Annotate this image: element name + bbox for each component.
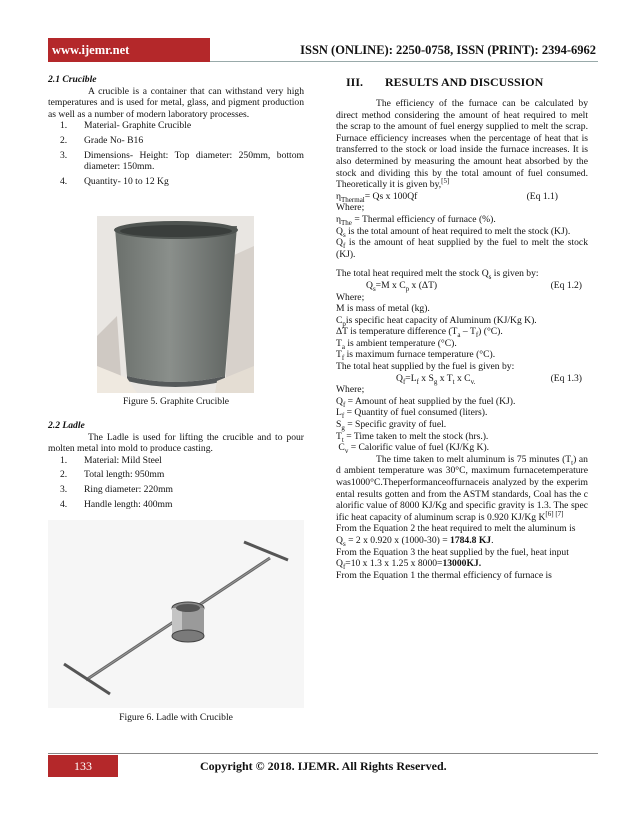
list-item: 2. Total length: 950mm xyxy=(60,469,165,481)
footer-rule xyxy=(48,753,598,754)
dt-definition: ΔT is temperature difference $(T_a - T_f)$ (°C). xyxy=(336,326,503,340)
cp-definition: $C_pis$ specific heat capacity of Aluminum (KJ/Kg K). xyxy=(336,314,537,328)
graphite-crucible-photo xyxy=(97,216,254,393)
equation-1-text: From the Equation 1 the thermal efficiency of furnace is xyxy=(336,569,552,581)
total-heat-line: The total heat required melt the stock $Q_s$ is given by: xyxy=(336,268,539,282)
results-intro: The efficiency of the furnace can be calculated by direct method considering the amount of heat required to melt the scrap to the amount of fuel energy supplied to melt the scrap. Furnace efficiency increases when the percentage of heat that is transferred to the stock or load inside the furnace increases. It is also determined by measuring the amount heat absorbed by the stock and dividing this by the total amount of fuel consumed. Theoretically it is given by,[5] xyxy=(336,98,588,191)
ladle-spec-list xyxy=(48,455,304,510)
ladle-with-crucible-drawing xyxy=(48,520,304,708)
equation-2-text: From the Equation 2 the heat required to melt the aluminum is xyxy=(336,523,576,535)
qf-definition: $Q_f$ is the amount of heat supplied by the fuel to melt the stock (KJ). xyxy=(336,237,588,260)
where-label: Where; xyxy=(336,291,365,303)
fuel-line: The total heat supplied by the fuel is given by: xyxy=(336,361,515,373)
where-label: Where; xyxy=(336,384,365,396)
list-item: 3. Ring diameter: 220mm xyxy=(60,483,173,495)
left-column xyxy=(48,74,304,190)
equation-1: $\eta_{Thermal}= Qs$ x 100Qf (Eq 1.1) xyxy=(336,190,558,204)
qs-definition: $Q_s$ is the total amount of heat required to melt the stock (KJ). xyxy=(336,225,571,239)
ladle-paragraph: The Ladle is used for lifting the crucible and to pour molten metal into mold to produce casting. xyxy=(48,431,304,455)
where-label: Where; xyxy=(336,202,365,214)
qs-calculation: $Q_s = 2$ x 0.920 x (1000-30) = 1784.8 KJ. xyxy=(336,534,494,548)
figure-6-caption: Figure 6. Ladle with Crucible xyxy=(119,712,233,723)
ladle-section xyxy=(48,420,304,513)
section-heading-results: III. RESULTS AND DISCUSSION xyxy=(346,75,544,89)
qf2-definition: $Q_f$ = Amount of heat supplied by the fuel (KJ). xyxy=(336,395,516,409)
tt-definition: $T_t$ = Time taken to melt the stock (hrs.). xyxy=(336,430,489,444)
qf-calculation: $Q_f=10$ x 1.3 x 1.25 x 8000=13000KJ. xyxy=(336,558,482,572)
list-item: 1. Material- Graphite Crucible xyxy=(60,120,192,132)
list-item: 3. Dimensions- Height: Top diameter: 250mm, bottom diameter: 150mm. xyxy=(60,149,304,173)
lf-definition: $L_f$ = Quantity of fuel consumed (liters). xyxy=(336,407,488,421)
list-item: 4. Quantity- 10 to 12 Kg xyxy=(60,175,169,187)
tf-definition: $T_f$ is maximum furnace temperature (°C). xyxy=(336,349,496,363)
equation-3-text: From the Equation 3 the heat supplied by the fuel, heat input xyxy=(336,546,569,558)
equation-3: $Q_f=L_f$ x $S_g$ x $T_t$ x $C_{v.}$ (Eq 1.3) xyxy=(396,372,582,386)
section-heading-ladle: 2.2 Ladle xyxy=(48,420,85,431)
time-paragraph: The time taken to melt aluminum is 75 minutes $(T_t)$ and ambient temperature was 30°C, maximum furnacetemperaturewas1000°C.Theperformanceoffurnaceis analyzed by the experimental results gotten and from the ASTM standards, Coal has the calorific value of 8000 KJ/Kg and specific gravity is 1.3. The specific heat capacity of aluminum scrap is 0.920 KJ/Kg K[6] [7] xyxy=(336,453,588,523)
figure-5-caption: Figure 5. Graphite Crucible xyxy=(122,396,230,407)
page-header xyxy=(48,38,596,62)
eta-definition: $\eta_{The}$ = Thermal efficiency of furnace (%). xyxy=(336,213,496,227)
issn-line: ISSN (ONLINE): 2250-0758, ISSN (PRINT): 2394-6962 xyxy=(300,43,596,57)
journal-website[interactable]: www.ijemr.net xyxy=(48,38,210,62)
crucible-spec-list xyxy=(48,120,304,187)
right-column xyxy=(336,74,588,581)
header-rule xyxy=(210,61,598,62)
mass-definition: M is mass of metal (kg). xyxy=(336,303,430,315)
equation-2: $Q_s=M$ x $C_p$ x (ΔT) (Eq 1.2) xyxy=(366,279,582,293)
list-item: 4. Handle length: 400mm xyxy=(60,498,173,510)
page-number: 133 xyxy=(48,755,118,777)
list-item: 1. Material: Mild Steel xyxy=(60,454,162,466)
sg-definition: $S_g$ = Specific gravity of fuel. xyxy=(336,419,447,432)
cv-definition: $C_v$ = Calorific value of fuel (KJ/Kg K). xyxy=(336,442,490,456)
copyright-notice: Copyright © 2018. IJEMR. All Rights Reserved. xyxy=(200,759,447,773)
list-item: 2. Grade No- B16 xyxy=(60,134,144,146)
section-heading-crucible: 2.1 Crucible xyxy=(48,74,97,85)
ta-definition: $T_a$ is ambient temperature (°C). xyxy=(336,337,457,351)
crucible-paragraph: A crucible is a container that can withstand very high temperatures and is used for metal, glass, and pigment production as well as a number of modern laboratory processes. xyxy=(48,85,304,120)
